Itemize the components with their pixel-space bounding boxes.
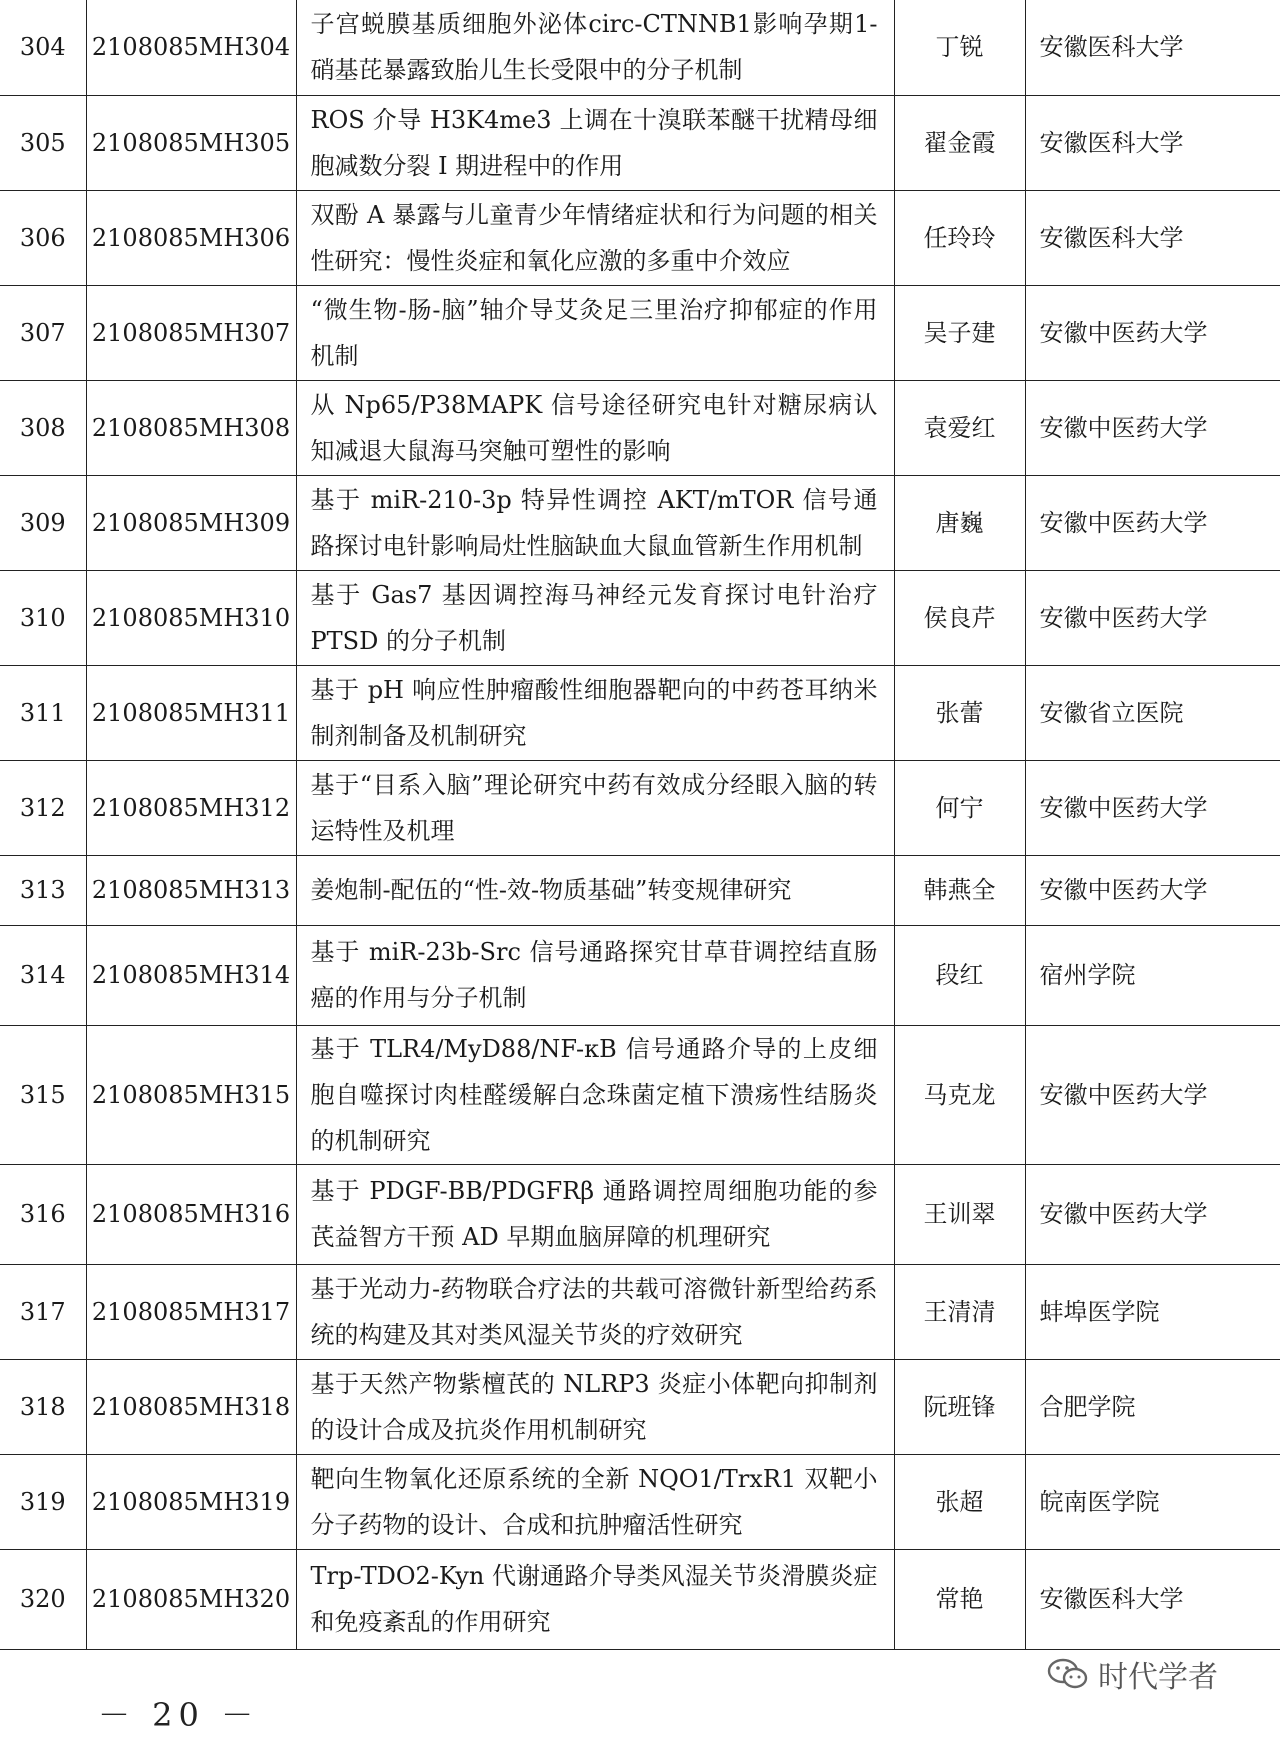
project-code-cell: 2108085MH315 [86, 1025, 296, 1164]
table-row [0, 380, 1280, 475]
project-number-cell: 306 [0, 190, 86, 285]
table-row [0, 1025, 1280, 1164]
project-number-cell: 308 [0, 380, 86, 475]
principal-investigator-cell: 段红 [894, 925, 1025, 1025]
principal-investigator-cell: 张蕾 [894, 665, 1025, 760]
institution-cell: 安徽医科大学 [1025, 190, 1280, 285]
project-code-cell: 2108085MH316 [86, 1164, 296, 1264]
project-code-cell: 2108085MH309 [86, 475, 296, 570]
wechat-icon [1046, 1656, 1090, 1692]
project-number-cell: 318 [0, 1359, 86, 1454]
project-title-cell: “微生物-肠-脑”轴介导艾灸足三里治疗抑郁症的作用机制 [296, 285, 894, 380]
principal-investigator-cell: 王清清 [894, 1264, 1025, 1359]
project-code-cell: 2108085MH313 [86, 855, 296, 925]
project-number-cell: 316 [0, 1164, 86, 1264]
table-row [0, 285, 1280, 380]
principal-investigator-cell: 丁锐 [894, 0, 1025, 95]
project-title-cell: 基于 TLR4/MyD88/NF-κB 信号通路介导的上皮细胞自噬探讨肉桂醛缓解白念珠菌定植下溃疡性结肠炎的机制研究 [296, 1025, 894, 1164]
project-code-cell: 2108085MH306 [86, 190, 296, 285]
project-code-cell: 2108085MH320 [86, 1549, 296, 1649]
project-title-cell: 基于“目系入脑”理论研究中药有效成分经眼入脑的转运特性及机理 [296, 760, 894, 855]
principal-investigator-cell: 韩燕全 [894, 855, 1025, 925]
project-title-cell: 基于 pH 响应性肿瘤酸性细胞器靶向的中药苍耳纳米制剂制备及机制研究 [296, 665, 894, 760]
project-code-cell: 2108085MH319 [86, 1454, 296, 1549]
principal-investigator-cell: 侯良芹 [894, 570, 1025, 665]
table-row [0, 1454, 1280, 1549]
project-title-cell: ROS 介导 H3K4me3 上调在十溴联苯醚干扰精母细胞减数分裂 I 期进程中的作用 [296, 95, 894, 190]
institution-cell: 蚌埠医学院 [1025, 1264, 1280, 1359]
table-row [0, 475, 1280, 570]
project-code-cell: 2108085MH310 [86, 570, 296, 665]
principal-investigator-cell: 阮班锋 [894, 1359, 1025, 1454]
project-number-cell: 312 [0, 760, 86, 855]
principal-investigator-cell: 王训翠 [894, 1164, 1025, 1264]
table-row [0, 190, 1280, 285]
institution-cell: 皖南医学院 [1025, 1454, 1280, 1549]
project-number-cell: 317 [0, 1264, 86, 1359]
project-code-cell: 2108085MH308 [86, 380, 296, 475]
watermark-text: 时代学者 [1098, 1660, 1218, 1695]
table-row [0, 665, 1280, 760]
project-title-cell: 从 Np65/P38MAPK 信号途径研究电针对糖尿病认知减退大鼠海马突触可塑性的影响 [296, 380, 894, 475]
principal-investigator-cell: 何宁 [894, 760, 1025, 855]
institution-cell: 安徽中医药大学 [1025, 760, 1280, 855]
project-title-cell: 基于 Gas7 基因调控海马神经元发育探讨电针治疗 PTSD 的分子机制 [296, 570, 894, 665]
project-title-cell: 双酚 A 暴露与儿童青少年情绪症状和行为问题的相关性研究：慢性炎症和氧化应激的多重中介效应 [296, 190, 894, 285]
principal-investigator-cell: 张超 [894, 1454, 1025, 1549]
principal-investigator-cell: 吴子建 [894, 285, 1025, 380]
table-row [0, 1164, 1280, 1264]
project-title-cell: 子宫蜕膜基质细胞外泌体circ-CTNNB1影响孕期1-硝基芘暴露致胎儿生长受限中的分子机制 [296, 0, 894, 95]
page-number: － 20 － [98, 1696, 260, 1734]
table-row [0, 95, 1280, 190]
institution-cell: 安徽医科大学 [1025, 0, 1280, 95]
project-number-cell: 319 [0, 1454, 86, 1549]
project-title-cell: 基于 miR-210-3p 特异性调控 AKT/mTOR 信号通路探讨电针影响局灶性脑缺血大鼠血管新生作用机制 [296, 475, 894, 570]
project-code-cell: 2108085MH318 [86, 1359, 296, 1454]
project-number-cell: 313 [0, 855, 86, 925]
project-code-cell: 2108085MH307 [86, 285, 296, 380]
institution-cell: 安徽中医药大学 [1025, 1025, 1280, 1164]
project-number-cell: 304 [0, 0, 86, 95]
table-row [0, 570, 1280, 665]
principal-investigator-cell: 袁爱红 [894, 380, 1025, 475]
project-code-cell: 2108085MH305 [86, 95, 296, 190]
table-row [0, 925, 1280, 1025]
table-row [0, 1264, 1280, 1359]
project-code-cell: 2108085MH317 [86, 1264, 296, 1359]
project-code-cell: 2108085MH312 [86, 760, 296, 855]
institution-cell: 安徽中医药大学 [1025, 285, 1280, 380]
principal-investigator-cell: 任玲玲 [894, 190, 1025, 285]
table-row [0, 1549, 1280, 1649]
project-title-cell: 姜炮制-配伍的“性-效-物质基础”转变规律研究 [296, 855, 894, 925]
project-number-cell: 307 [0, 285, 86, 380]
project-code-cell: 2108085MH304 [86, 0, 296, 95]
table-row [0, 0, 1280, 95]
project-title-cell: 基于天然产物紫檀芪的 NLRP3 炎症小体靶向抑制剂的设计合成及抗炎作用机制研究 [296, 1359, 894, 1454]
institution-cell: 安徽省立医院 [1025, 665, 1280, 760]
principal-investigator-cell: 马克龙 [894, 1025, 1025, 1164]
project-number-cell: 310 [0, 570, 86, 665]
project-number-cell: 315 [0, 1025, 86, 1164]
institution-cell: 安徽中医药大学 [1025, 570, 1280, 665]
project-code-cell: 2108085MH311 [86, 665, 296, 760]
institution-cell: 安徽中医药大学 [1025, 1164, 1280, 1264]
institution-cell: 合肥学院 [1025, 1359, 1280, 1454]
table-row [0, 1359, 1280, 1454]
principal-investigator-cell: 翟金霞 [894, 95, 1025, 190]
institution-cell: 安徽中医药大学 [1025, 475, 1280, 570]
principal-investigator-cell: 常艳 [894, 1549, 1025, 1649]
project-number-cell: 305 [0, 95, 86, 190]
table-row [0, 760, 1280, 855]
principal-investigator-cell: 唐巍 [894, 475, 1025, 570]
watermark [1046, 1652, 1218, 1696]
table-row [0, 855, 1280, 925]
project-number-cell: 314 [0, 925, 86, 1025]
project-title-cell: 靶向生物氧化还原系统的全新 NQO1/TrxR1 双靶小分子药物的设计、合成和抗肿瘤活性研究 [296, 1454, 894, 1549]
institution-cell: 安徽医科大学 [1025, 1549, 1280, 1649]
project-title-cell: 基于光动力-药物联合疗法的共载可溶微针新型给药系统的构建及其对类风湿关节炎的疗效研究 [296, 1264, 894, 1359]
project-number-cell: 309 [0, 475, 86, 570]
project-number-cell: 311 [0, 665, 86, 760]
project-title-cell: Trp-TDO2-Kyn 代谢通路介导类风湿关节炎滑膜炎症和免疫紊乱的作用研究 [296, 1549, 894, 1649]
project-title-cell: 基于 PDGF-BB/PDGFRβ 通路调控周细胞功能的参芪益智方干预 AD 早期血脑屏障的机理研究 [296, 1164, 894, 1264]
project-number-cell: 320 [0, 1549, 86, 1649]
institution-cell: 安徽中医药大学 [1025, 855, 1280, 925]
institution-cell: 安徽医科大学 [1025, 95, 1280, 190]
institution-cell: 宿州学院 [1025, 925, 1280, 1025]
institution-cell: 安徽中医药大学 [1025, 380, 1280, 475]
project-title-cell: 基于 miR-23b-Src 信号通路探究甘草苷调控结直肠癌的作用与分子机制 [296, 925, 894, 1025]
project-code-cell: 2108085MH314 [86, 925, 296, 1025]
